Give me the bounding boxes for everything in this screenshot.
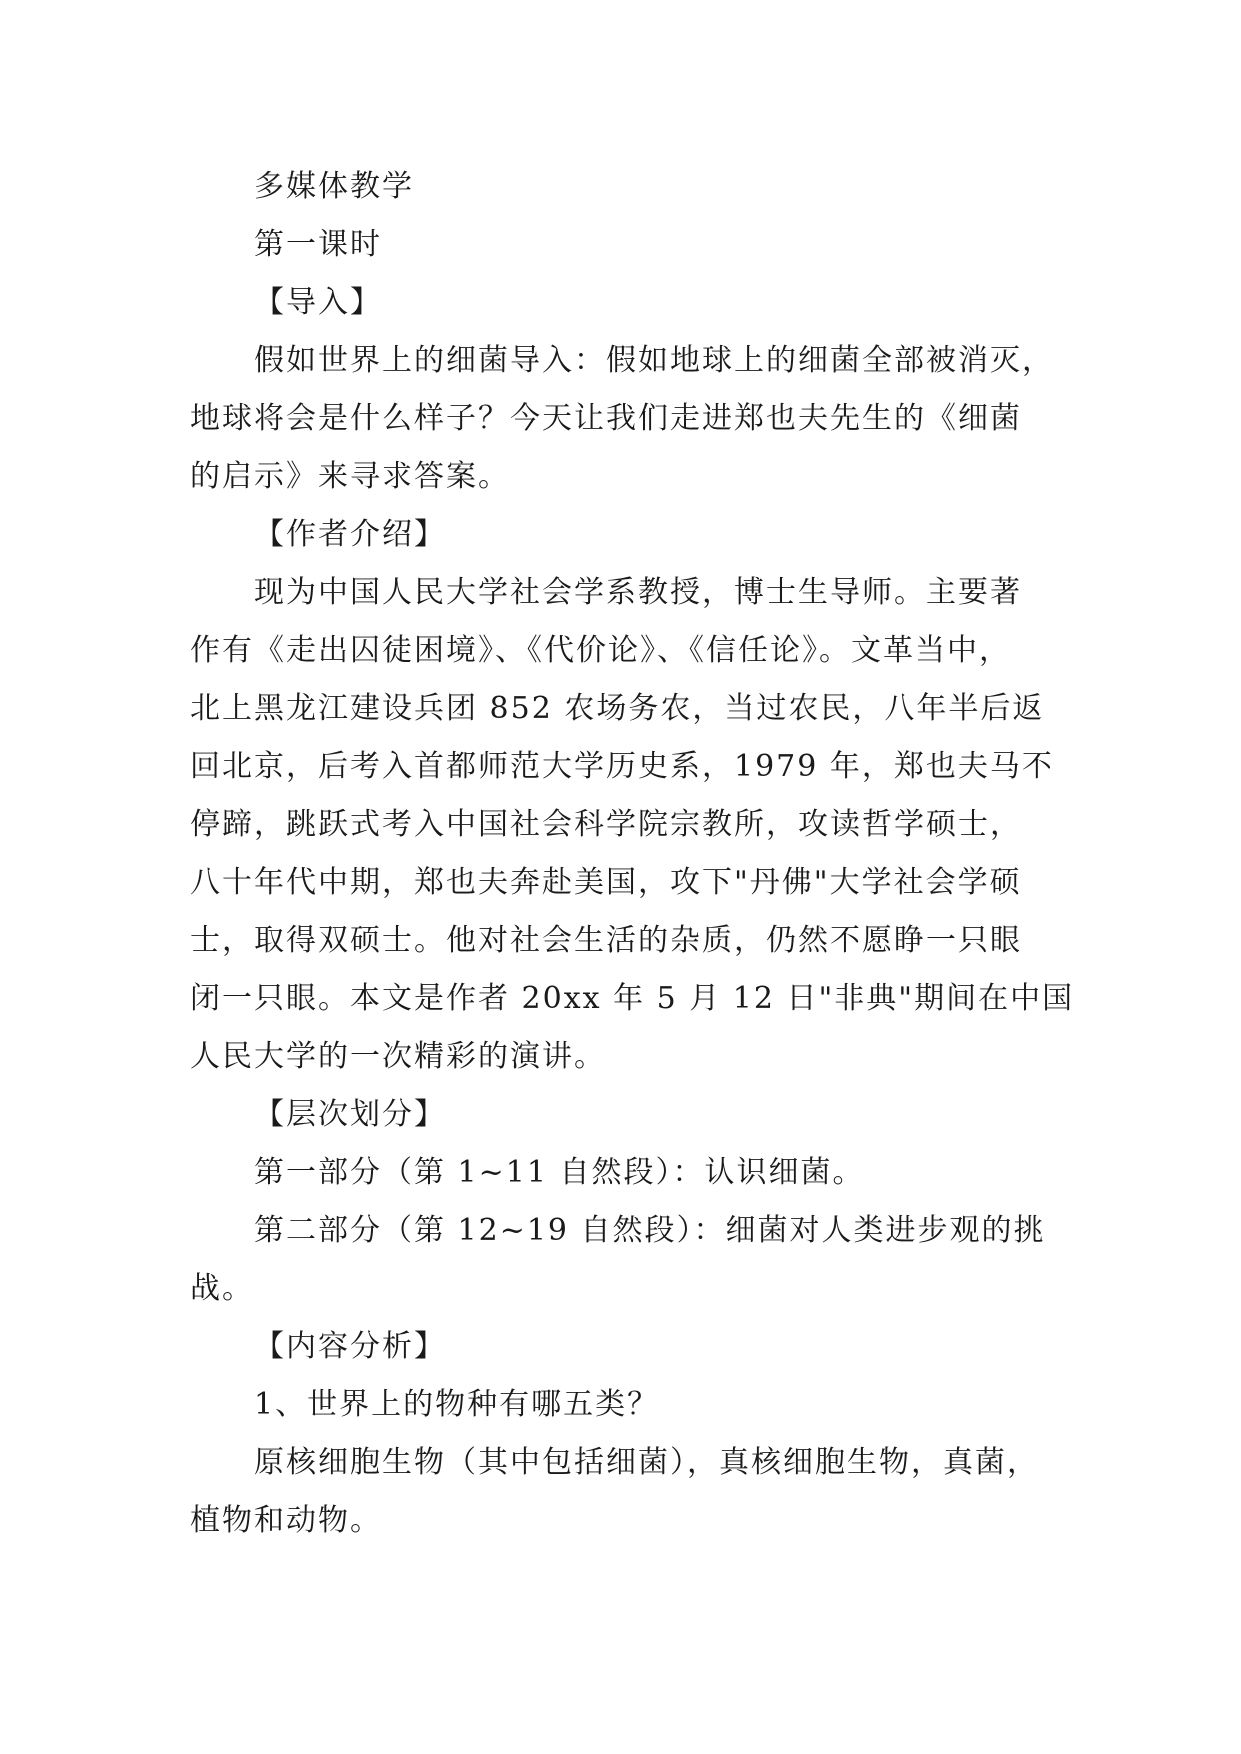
author-line-8: 闭一只眼。本文是作者 20xx 年 5 月 12 日"非典"期间在中国 xyxy=(190,981,1075,1016)
intro-line-2: 地球将会是什么样子？今天让我们走进郑也夫先生的《细菌 xyxy=(190,401,1022,436)
document-page xyxy=(190,158,1075,1550)
author-line-5: 停蹄，跳跃式考入中国社会科学院宗教所，攻读哲学硕士， xyxy=(190,807,1022,842)
author-line-6: 八十年代中期，郑也夫奔赴美国，攻下"丹佛"大学社会学硕 xyxy=(190,865,1022,900)
structure-part-2-line-1: 第二部分（第 12~19 自然段）：细菌对人类进步观的挑 xyxy=(254,1213,1046,1248)
structure-part-2-line-2: 战。 xyxy=(190,1271,254,1306)
intro-line-3: 的启示》来寻求答案。 xyxy=(190,459,510,494)
heading-content: 【内容分析】 xyxy=(254,1329,446,1364)
answer-1-line-1: 原核细胞生物（其中包括细菌），真核细胞生物，真菌， xyxy=(254,1445,1039,1480)
intro-line-1: 假如世界上的细菌导入：假如地球上的细菌全部被消灭， xyxy=(254,343,1054,378)
line-first-lesson: 第一课时 xyxy=(254,227,382,262)
author-line-4: 回北京，后考入首都师范大学历史系，1979 年，郑也夫马不 xyxy=(190,749,1054,784)
line-multimedia: 多媒体教学 xyxy=(254,169,414,204)
author-line-3: 北上黑龙江建设兵团 852 农场务农，当过农民，八年半后返 xyxy=(190,691,1045,726)
structure-part-1: 第一部分（第 1~11 自然段）：认识细菌。 xyxy=(254,1155,865,1190)
author-line-7: 士，取得双硕士。他对社会生活的杂质，仍然不愿睁一只眼 xyxy=(190,923,1022,958)
answer-1-line-2: 植物和动物。 xyxy=(190,1503,382,1538)
heading-intro: 【导入】 xyxy=(254,285,382,320)
author-line-2: 作有《走出囚徒困境》、《代价论》、《信任论》。文革当中， xyxy=(190,633,1011,668)
author-line-1: 现为中国人民大学社会学系教授，博士生导师。主要著 xyxy=(254,575,1022,610)
heading-author: 【作者介绍】 xyxy=(254,517,446,552)
heading-structure: 【层次划分】 xyxy=(254,1097,446,1132)
author-line-9: 人民大学的一次精彩的演讲。 xyxy=(190,1039,606,1074)
question-1: 1、世界上的物种有哪五类？ xyxy=(254,1387,660,1422)
